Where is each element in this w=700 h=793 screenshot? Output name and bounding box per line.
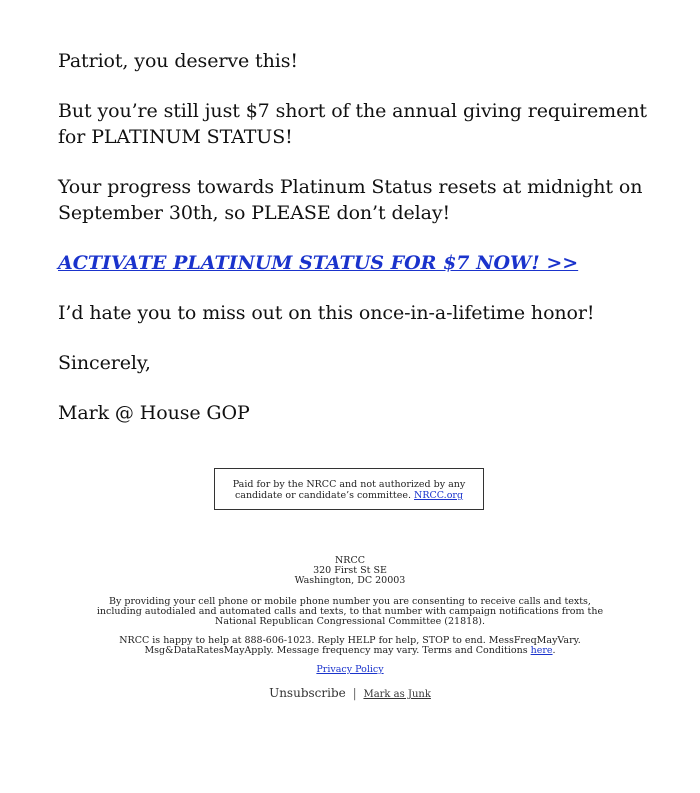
consent-text: By providing your cell phone or mobile phone number you are consenting to receive calls and texts, including autodialed and automated calls and texts, to that number with campaign notifications from the National Republican Congressional Committee (21818). [96,596,604,627]
privacy-policy-link[interactable]: Privacy Policy [316,664,384,675]
signature-text: Mark @ House GOP [58,402,250,424]
unsubscribe-link[interactable]: Unsubscribe [269,686,346,700]
paid-for-disclaimer-box [214,468,484,510]
cta-wrapper [58,250,658,276]
terms-link[interactable]: here [530,645,553,656]
privacy-row [90,665,610,675]
address-line-2: Washington, DC 20003 [294,575,406,586]
deadline-paragraph: Your progress towards Platinum Status resets at midnight on September 30th, so PLEASE don’t delay! [58,176,643,224]
separator: | [352,686,357,700]
unsubscribe-row [90,686,610,702]
closing-text: Sincerely, [58,352,151,374]
mark-as-junk-link[interactable]: Mark as Junk [363,689,431,700]
disclaimer-text: Paid for by the NRCC and not authorized by any candidate or candidate’s committee. [232,479,466,501]
address-block [90,556,610,586]
address-line-1: 320 First St SE [313,565,387,576]
help-text-block [90,636,610,656]
email-body [58,48,658,450]
org-name: NRCC [334,555,365,566]
shortfall-paragraph: But you’re still just $7 short of the annual giving requirement for PLATINUM STATUS! [58,100,647,148]
terms-suffix: . [552,645,556,656]
nrcc-org-link[interactable]: NRCC.org [414,490,464,501]
honor-paragraph: I’d hate you to miss out on this once-in-a-lifetime honor! [58,302,595,324]
greeting-text: Patriot, you deserve this! [58,50,298,72]
activate-platinum-link[interactable]: ACTIVATE PLATINUM STATUS FOR $7 NOW! >> [58,252,579,274]
help-text: NRCC is happy to help at 888-606-1023. Reply HELP for help, STOP to end. MessFreqMayVary. Msg&DataRatesMayApply. Message frequency may vary. Terms and Conditions [119,635,581,656]
email-footer [90,556,610,702]
